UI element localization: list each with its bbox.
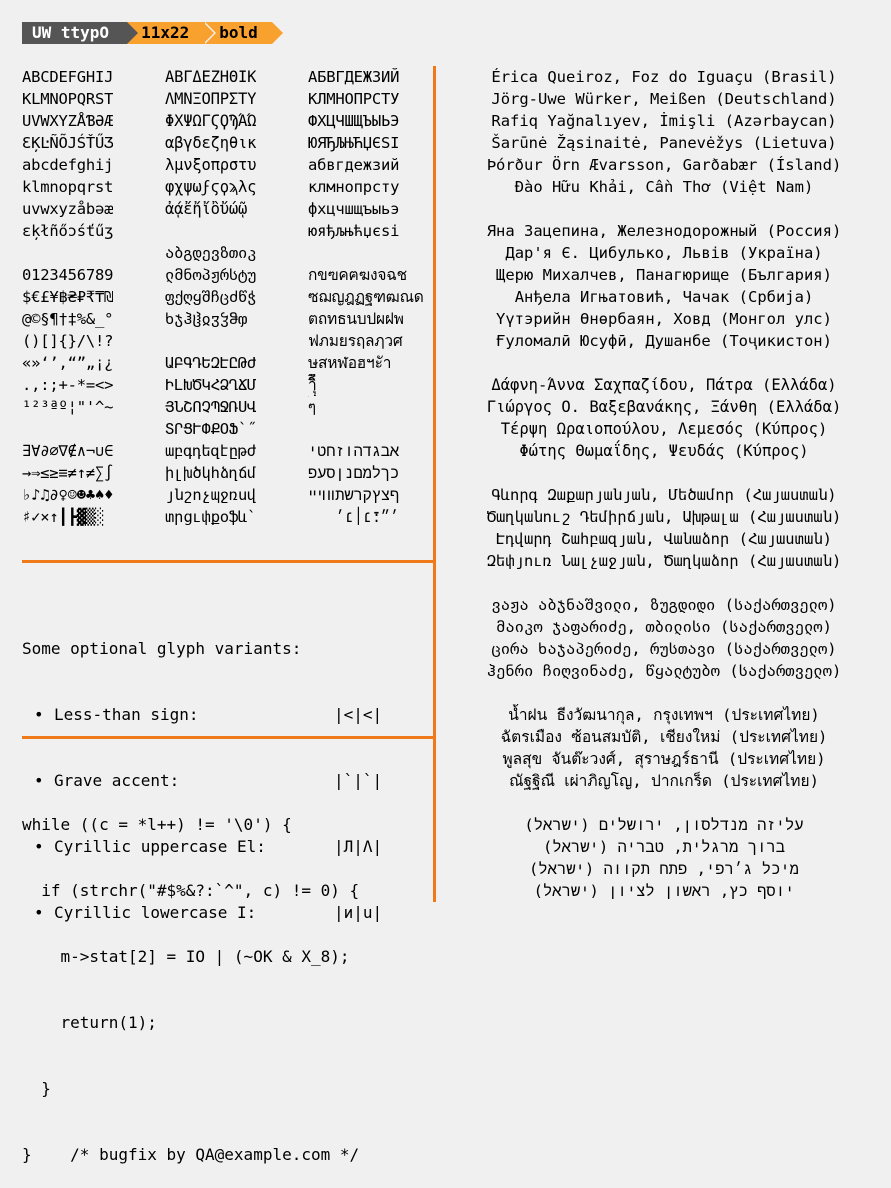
glyph-row: klmnopqrst xyxy=(22,178,114,196)
glyph-block-armenian xyxy=(165,440,256,528)
glyph-row: ФХЦЧШЩЪЫЬЭ xyxy=(308,112,400,130)
glyph-row: ΛΜΝΞΟΠΡΣΤΥ xyxy=(165,90,257,108)
glyph-row: uvwxyzåbəæ xyxy=(22,200,114,218)
glyph-column-greek xyxy=(165,66,256,440)
glyph-row: աբգդեզէըթժ xyxy=(165,442,257,460)
glyph-row: «»‘’‚“”„¡¿ xyxy=(22,354,114,372)
glyph-row: აბგდევზთიკ xyxy=(165,244,257,262)
name-line xyxy=(448,462,880,484)
glyph-row: ษสหฬอฮฯะัา xyxy=(308,354,392,372)
vertical-divider xyxy=(433,66,436,902)
glyph-row: ♭♪♫∂♀☺☻♣♠♦ xyxy=(22,486,114,504)
glyph-row: .,:;+-*=<> xyxy=(22,376,114,394)
name-line: ვაჟა აბჯნაშვილი, ზუგდიდი (საქართველო) xyxy=(491,596,837,614)
glyph-row: ׳״־׃׆׀׆׳ xyxy=(335,508,400,526)
horizontal-divider-1 xyxy=(22,560,433,563)
name-line: Զեփյուռ Նալչաջյան, Ծաղկաձոր (Հայաստան) xyxy=(486,552,842,570)
code-line: } /* bugfix by QA@example.com */ xyxy=(22,1145,360,1164)
title-bar xyxy=(22,22,272,44)
glyph-row: ¹²³ªº¦"'^~ xyxy=(22,398,114,416)
name-line: Үүтэрийн Өнөрбаян, Ховд (Монгол улс) xyxy=(496,310,832,328)
variant-item: • Grave accent: |`|`| xyxy=(34,771,383,790)
name-line: עליזה מנדלסון, ירושלים (ישראל) xyxy=(524,816,804,834)
name-line: Ծաղկանուշ Դեմիրճյան, Ախթալա (Հայաստան) xyxy=(486,508,842,526)
glyph-row: ԱԲԳԴԵԶԷԸԹԺ xyxy=(165,354,257,372)
name-line: Γιώργος Ο. Βαξεβανάκης, Ξάνθη (Ελλάδα) xyxy=(486,398,842,416)
glyph-row: ΦΧΨΩΓϚϘϠΆΏ xyxy=(165,112,257,130)
glyph-column-cyrillic xyxy=(308,66,424,418)
name-line: ฉัตรเมือง ซ้อนสมบัติ, เชียงใหม่ (ประเทศไทย) xyxy=(500,728,828,746)
glyph-row: фхцчшщъыьэ xyxy=(308,200,400,218)
sample-names xyxy=(448,66,880,902)
glyph-row: ףצץקרשתװױײ xyxy=(308,486,400,504)
name-line: Šarūnė Žąsinaitė, Panevėžys (Lietuva) xyxy=(491,134,837,152)
glyph-row: абвгдежзий xyxy=(308,156,400,174)
font-name-segment xyxy=(22,22,127,44)
glyph-row: ԻԼԽԾԿՀՁՂՃՄ xyxy=(165,376,257,394)
name-line: ณัฐฐิณี เผ่าภิญโญ, ปากเกร็ด (ประเทศไทย) xyxy=(509,772,819,790)
name-line: Τέρψη Ωραιοπούλου, Λεμεσός (Κύπρος) xyxy=(500,420,828,438)
glyph-row: ()[]{}/\!? xyxy=(22,332,114,350)
glyph-column-latin xyxy=(22,66,113,418)
glyph-row: юяђљњћџєѕі xyxy=(308,222,400,240)
name-line: น้ำฝน ธีงวัฒนากุล, กรุงเทพฯ (ประเทศไทย) xyxy=(508,706,820,724)
glyph-row: UVWXYZÅƁƏÆ xyxy=(22,112,114,130)
variants-heading: Some optional glyph variants: xyxy=(22,639,302,658)
glyph-row: λμνξοπρστυ xyxy=(165,156,257,174)
glyph-row: ἀᾴἔἤἴὂὔώῷ xyxy=(165,200,248,218)
glyph-row: φχψωϝϛϙϡλς xyxy=(165,178,257,196)
name-line: Jörg-Uwe Würker, Meißen (Deutschland) xyxy=(491,90,837,108)
glyph-row: АБВГДЕЖЗИЙ xyxy=(308,68,400,86)
name-line: ჰენრი ჩიღვინაძე, წყალტუბო (საქართველო) xyxy=(486,662,842,680)
glyph-row: իլխծկհձղճմ xyxy=(165,464,257,482)
name-line xyxy=(448,352,880,374)
glyph-row: ЮЯЂЉЊЋЏЄЅІ xyxy=(308,134,400,152)
name-line: Яна Зацепина, Железнодорожный (Россия) xyxy=(486,222,842,240)
glyph-row: אבגדהוזחטי xyxy=(308,442,400,460)
glyph-row: KLMNOPQRST xyxy=(22,90,114,108)
variant-item: • Less-than sign: |<|<| xyxy=(34,705,383,724)
glyph-row xyxy=(165,330,256,352)
name-line: יוסף כץ, ראשון לציון (ישראל) xyxy=(533,882,795,900)
glyph-row: ฟภมยรฤลฦวศ xyxy=(308,332,403,350)
glyph-row: ตถทธนบปผฝพ xyxy=(308,310,404,328)
glyph-row: клмнопрсту xyxy=(308,178,400,196)
name-line: מיכל ג׳רפי, פתח תקווה (ישראל) xyxy=(529,860,799,878)
glyph-row: כךלמםנןסעפ xyxy=(308,464,400,482)
glyph-block-symbols xyxy=(22,440,113,528)
glyph-row xyxy=(165,220,256,242)
glyph-row: ♯✓×↑┃┣▓▒░ xyxy=(22,508,105,526)
glyph-row xyxy=(308,242,424,264)
font-weight: bold xyxy=(219,23,258,42)
name-line xyxy=(448,682,880,704)
code-line: m->stat[2] = IO | (~OK & X_8); xyxy=(22,947,350,966)
name-line xyxy=(448,792,880,814)
font-size: 11x22 xyxy=(141,23,190,42)
glyph-row: КЛМНОПРСТУ xyxy=(308,90,400,108)
size-segment xyxy=(127,22,203,44)
name-line: Էդվարդ Շահբազյան, Վանաձոր (Հայաստան) xyxy=(496,530,832,548)
name-line: Þórður Örn Ævarsson, Garðabær (Ísland) xyxy=(486,156,842,174)
glyph-block-hebrew xyxy=(308,440,399,528)
variant-item: • Cyrillic uppercase El: |Л|Λ| xyxy=(34,837,383,856)
name-line: Дар'я Є. Цибулько, Львів (Україна) xyxy=(505,244,823,262)
glyph-row: $€£¥฿₴₽₹₸₪ xyxy=(22,288,114,306)
code-sample xyxy=(22,770,359,1188)
name-line: Érica Queiroz, Foz do Iguaçu (Brasil) xyxy=(491,68,837,86)
name-line xyxy=(448,198,880,220)
font-name: UW ttypO xyxy=(32,23,110,42)
glyph-row: ∃∀∂∅∇∉∧¬∪∈ xyxy=(22,442,114,460)
name-line: Rafiq Yağnalıyev, İmişli (Azərbaycan) xyxy=(491,112,837,130)
name-line: მაიკო ჯაფარიძე, თბილისი (საქართველო) xyxy=(496,618,832,636)
name-line: ცირა ხაჯაპერიძე, რუსთავი (საქართველო) xyxy=(491,640,837,658)
glyph-row: ფქღყშჩცძწჭ xyxy=(165,288,257,306)
name-line: Щерю Михалчев, Панагюрище (България) xyxy=(496,266,832,284)
glyph-row: ำิีึืฺุู็่ xyxy=(308,376,317,394)
code-line: while ((c = *l++) != '\0') { xyxy=(22,815,292,834)
name-line: Анђела Игњатовић, Чачак (Србија) xyxy=(514,288,814,306)
variant-item: • Cyrillic lowercase I: |и|u| xyxy=(34,903,383,922)
name-line: ברוך מרגלית, טבריה (ישראל) xyxy=(542,838,786,856)
glyph-row: @©§¶†‡%&_° xyxy=(22,310,114,328)
glyph-row: ƐĶĿÑÕJŚŤŰƷ xyxy=(22,134,114,152)
glyph-row: αβγδεζηθικ xyxy=(165,134,257,152)
glyph-row: ABCDEFGHIJ xyxy=(22,68,114,86)
name-line: พูลสุข จันต๊ะวงศ์, สุราษฎร์ธานี (ประเทศไทย) xyxy=(502,750,826,768)
glyph-row: abcdefghij xyxy=(22,156,114,174)
code-line: } xyxy=(22,1079,51,1098)
code-line: if (strchr("#$%&?:`^", c) != 0) { xyxy=(22,881,360,900)
glyph-row: ხჯჰჱჲჳჴჵჶ xyxy=(165,310,248,328)
glyph-row: ้๊๋์ํ๎ๆ xyxy=(308,398,316,416)
glyph-row: ซฌญฎฏฐฑฒณด xyxy=(308,288,424,306)
glyph-row: տրցւփքօֆև` xyxy=(165,508,257,526)
glyph-row: 0123456789 xyxy=(22,266,114,284)
glyph-row: ɛķłñőɔśťűʒ xyxy=(22,222,114,240)
name-line: Δάφνη-Άννα Σαχπαζίδου, Πάτρα (Ελλάδα) xyxy=(491,376,837,394)
glyph-row: յնշոչպջռսվ xyxy=(165,486,257,504)
code-line: return(1); xyxy=(22,1013,157,1032)
glyph-row: กขฃคฅฆงจฉช xyxy=(308,266,407,284)
glyph-row xyxy=(22,242,113,264)
glyph-row: ლმნოპჟრსტუ xyxy=(165,266,257,284)
name-line: Đào Hữu Khải, Cần Thơ (Việt Nam) xyxy=(514,178,814,196)
name-line: Գևորգ Զաքարյանյան, Մեծամոր (Հայաստան) xyxy=(491,486,837,504)
glyph-row: →⇒≤≥≡≠↑≠∑∫ xyxy=(22,464,114,482)
glyph-row: ՏՐՑՒՓՔՕՖ`˝ xyxy=(165,420,257,438)
name-line: Ғуломалӣ Юсуфӣ, Душанбе (Тоҷикистон) xyxy=(496,332,832,350)
name-line: Φώτης Θωμαΐδης, Ψευδάς (Κύπρος) xyxy=(519,442,809,460)
glyph-row: ΑΒΓΔΕΖΗΘΙΚ xyxy=(165,68,257,86)
name-line xyxy=(448,572,880,594)
glyph-row: ՅՆՇՈՉՊՋՌՍՎ xyxy=(165,398,257,416)
